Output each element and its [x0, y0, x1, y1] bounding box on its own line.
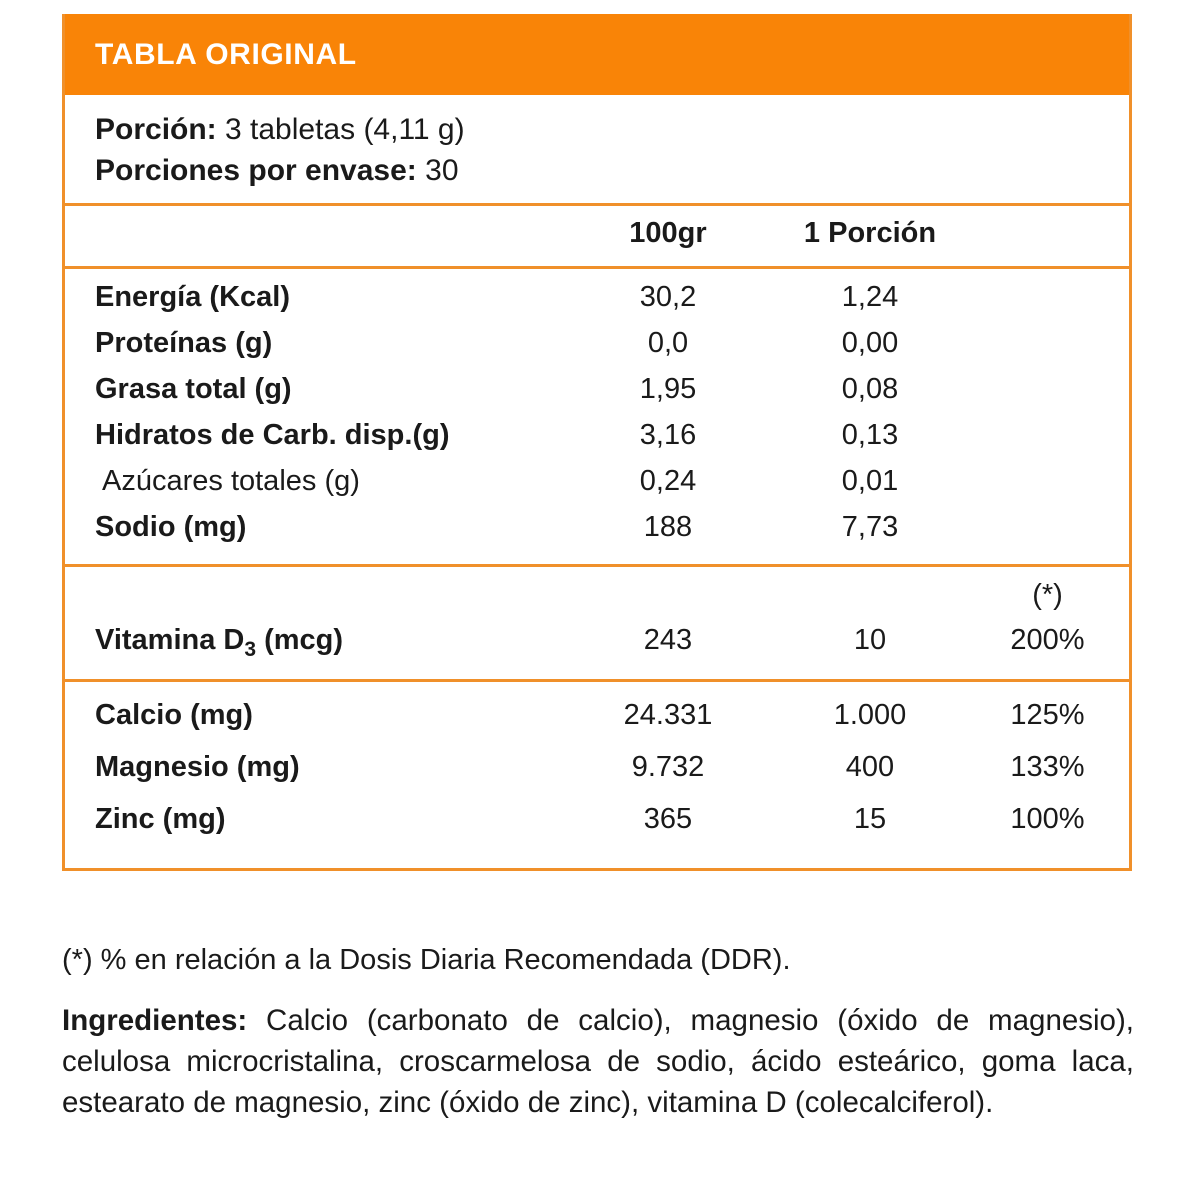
portion-value: 3 tabletas (4,11 g)	[225, 113, 465, 146]
nutrient-value-portion: 1,24	[841, 281, 899, 313]
nutrient-value-100gr: 0,24	[639, 465, 697, 497]
vitamin-section	[65, 567, 1129, 682]
nutrient-name: Energía (Kcal)	[95, 281, 290, 313]
nutrient-value-portion: 10	[853, 624, 887, 656]
ingredients-label: Ingredientes:	[62, 1004, 248, 1037]
nutrient-value-portion: 1.000	[833, 699, 907, 731]
column-header-portion: 1 Porción	[803, 217, 937, 249]
servings-value: 30	[425, 154, 459, 187]
ddr-footnote: (*) % en relación a la Dosis Diaria Recomendada (DDR).	[62, 944, 791, 976]
nutrient-value-ddr: 133%	[1010, 751, 1085, 783]
nutrient-name: Sodio (mg)	[95, 511, 247, 543]
table-row	[65, 324, 1129, 370]
nutrient-value-100gr: 3,16	[639, 419, 697, 451]
nutrient-value-100gr: 188	[643, 511, 693, 543]
minerals-section	[65, 682, 1129, 868]
column-header-row	[65, 206, 1129, 269]
table-title: TABLA ORIGINAL	[95, 37, 357, 71]
nutrient-value-ddr: 125%	[1010, 699, 1085, 731]
nutrient-name: Zinc (mg)	[95, 803, 226, 835]
nutrient-value-ddr: 200%	[1010, 624, 1085, 656]
table-row	[65, 462, 1129, 508]
portion-label: Porción:	[95, 113, 217, 146]
vitamin-name-subscript: 3	[244, 637, 257, 661]
table-row	[65, 621, 1129, 669]
servings-label: Porciones por envase:	[95, 154, 417, 187]
nutrient-value-portion: 15	[853, 803, 887, 835]
table-row	[65, 696, 1129, 748]
nutrient-value-100gr: 365	[643, 803, 693, 835]
servings-per-container-line	[95, 150, 1129, 191]
table-row	[65, 370, 1129, 416]
column-header-100gr: 100gr	[629, 217, 707, 249]
nutrient-value-portion: 0,00	[841, 327, 899, 359]
nutrient-name: Grasa total (g)	[95, 373, 292, 405]
nutrient-value-portion: 0,08	[841, 373, 899, 405]
nutrient-name: Magnesio (mg)	[95, 751, 300, 783]
nutrient-value-100gr: 24.331	[623, 699, 713, 731]
nutrient-value-portion: 0,01	[841, 465, 899, 497]
serving-info	[65, 95, 1129, 206]
table-row	[65, 416, 1129, 462]
table-row	[65, 278, 1129, 324]
nutrient-value-portion: 0,13	[841, 419, 899, 451]
nutrient-value-100gr: 0,0	[647, 327, 689, 359]
nutrient-value-100gr: 9.732	[631, 751, 705, 783]
table-header-bar	[65, 14, 1129, 95]
nutrient-value-portion: 400	[845, 751, 895, 783]
table-row	[65, 748, 1129, 800]
vitamin-name-suffix: (mcg)	[256, 624, 344, 656]
ddr-marker: (*)	[1032, 579, 1063, 611]
nutrient-name: Azúcares totales (g)	[102, 465, 360, 497]
nutrient-value-100gr: 243	[643, 624, 693, 656]
nutrient-value-100gr: 30,2	[639, 281, 697, 313]
nutrient-name	[95, 624, 344, 661]
portion-line	[95, 109, 1129, 150]
nutrient-value-portion: 7,73	[841, 511, 899, 543]
macronutrients-section	[65, 269, 1129, 567]
ingredients-text: Calcio (carbonato de calcio), magnesio (óxido de magnesio), celulosa microcristalina, croscarmelosa de sodio, ácido esteárico, goma laca, estearato de magnesio, zinc (óxido de zinc), vitamina D (colecalciferol).	[62, 1004, 1134, 1119]
nutrient-name: Calcio (mg)	[95, 699, 253, 731]
table-row	[65, 508, 1129, 554]
nutrient-name: Proteínas (g)	[95, 327, 273, 359]
nutrient-value-100gr: 1,95	[639, 373, 697, 405]
nutrient-value-ddr: 100%	[1010, 803, 1085, 835]
nutrient-name: Hidratos de Carb. disp.(g)	[95, 419, 450, 451]
nutrition-table	[62, 14, 1132, 871]
ingredients-paragraph	[62, 1000, 1134, 1123]
table-row	[65, 800, 1129, 852]
vitamin-name-prefix: Vitamina D	[95, 624, 245, 656]
